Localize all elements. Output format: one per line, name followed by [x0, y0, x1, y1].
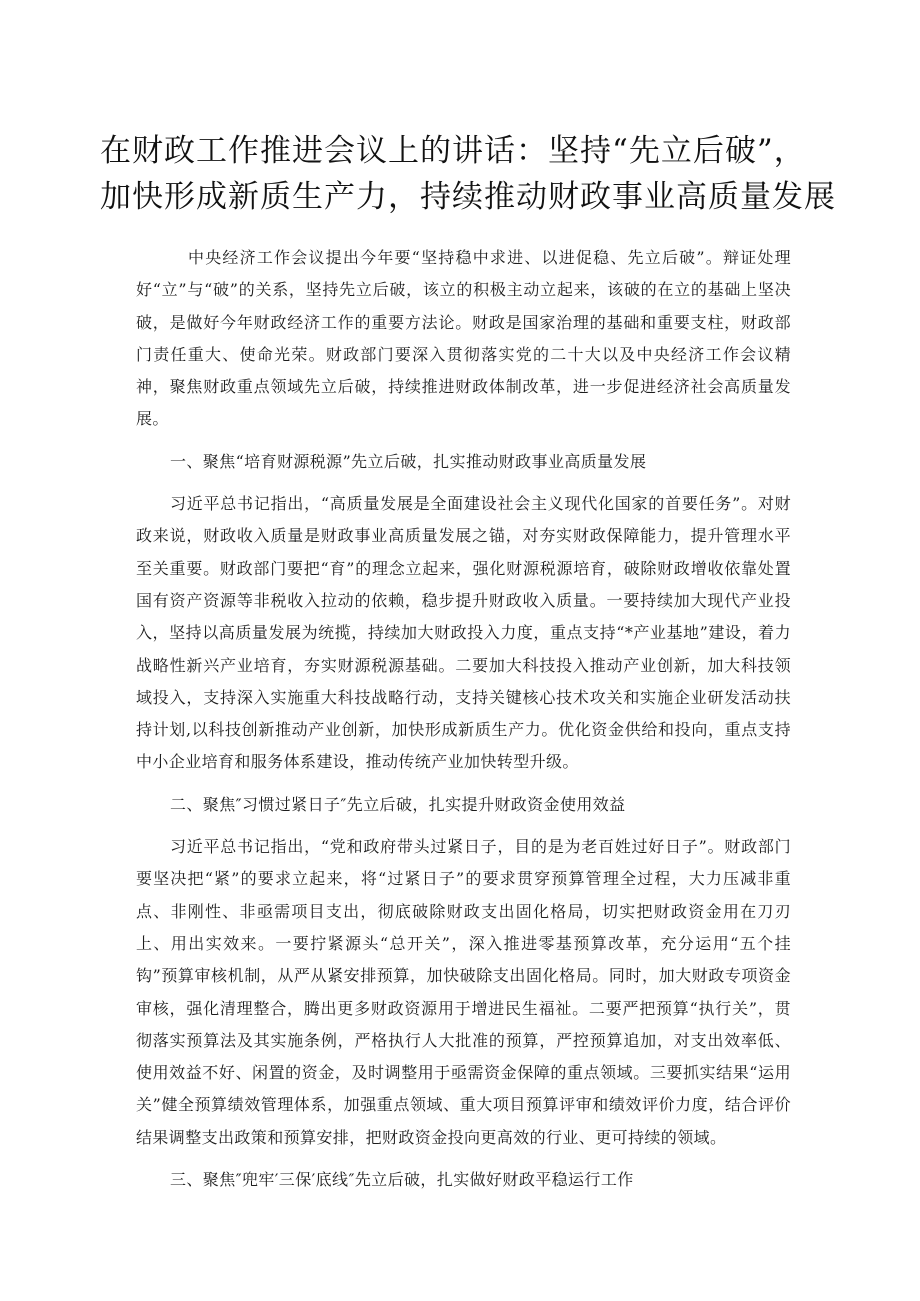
- section-paragraph-2: 习近平总书记指出，“党和政府带头过紧日子，目的是为老百姓过好日子”。财政部门要坚决把“紧”的要求立起来，将“过紧日子”的要求贯穿预算管理全过程，大力压减非重点、非刚性、非亟需项目支出，彻底破除财政支出固化格局，切实把财政资金用在刀刃上、用出实效来。一要拧紧源头“总开关”，深入推进零基预算改革，充分运用“五个挂钩”预算审核机制，从严从紧安排预算，加快破除支出固化格局。同时，加大财政专项资金审核，强化清理整合，腾出更多财政资源用于增进民生福祉。二要严把预算“执行关”，贯彻落实预算法及其实施条例，严格执行人大批准的预算，严控预算追加，对支出效率低、使用效益不好、闲置的资金，及时调整用于亟需资金保障的重点领域。三要抓实结果“运用关”健全预算绩效管理体系，加强重点领域、重大项目预算评审和绩效评价力度，结合评价结果调整支出政策和预算安排，把财政资金投向更高效的行业、更可持续的领域。: [136, 837, 791, 1147]
- section-heading-1: 一、聚焦“培育财源税源”先立后破，扎实推动财政事业高质量发展: [170, 451, 647, 471]
- title-line-1: 在财政工作推进会议上的讲话：坚持“先立后破”，: [100, 133, 806, 169]
- title-line-2: 加快形成新质生产力，持续推动财政事业高质量发展: [100, 179, 836, 215]
- section-heading-2: 二、聚焦″习惯过紧日子″先立后破，扎实提升财政资金使用效益: [170, 794, 626, 814]
- document-body: [136, 242, 791, 1206]
- section-paragraph-1: 习近平总书记指出，“高质量发展是全面建设社会主义现代化国家的首要任务”。对财政来说，财政收入质量是财政事业高质量发展之锚，对夯实财政保障能力，提升管理水平至关重要。财政部门要把“育”的理念立起来，强化财源税源培育，破除财政增收依靠处置国有资产资源等非税收入拉动的依赖，稳步提升财政收入质量。一要持续加大现代产业投入，坚持以高质量发展为统揽，持续加大财政投入力度，重点支持“*产业基地”建设，着力战略性新兴产业培育，夯实财源税源基础。二要加大科技投入推动产业创新，加大科技领域投入，支持深入实施重大科技战略行动，支持关键核心技术攻关和实施企业研发活动扶持计划,以科技创新推动产业创新，加快形成新质生产力。优化资金供给和投向，重点支持中小企业培育和服务体系建设，推动传统产业加快转型升级。: [136, 494, 791, 772]
- intro-paragraph: 中央经济工作会议提出今年要“坚持稳中求进、以进促稳、先立后破”。辩证处理好“立”与“破”的关系，坚持先立后破，该立的积极主动立起来，该破的在立的基础上坚决破，是做好今年财政经济工作的重要方法论。财政是国家治理的基础和重要支柱，财政部门责任重大、使命光荣。财政部门要深入贯彻落实党的二十大以及中央经济工作会议精神，聚焦财政重点领域先立后破，持续推进财政体制改革，进一步促进经济社会高质量发展。: [136, 248, 791, 429]
- section-heading-3: 三、聚焦″兜牢′三保′底线″先立后破，扎实做好财政平稳运行工作: [170, 1170, 634, 1190]
- document-title: [100, 128, 840, 220]
